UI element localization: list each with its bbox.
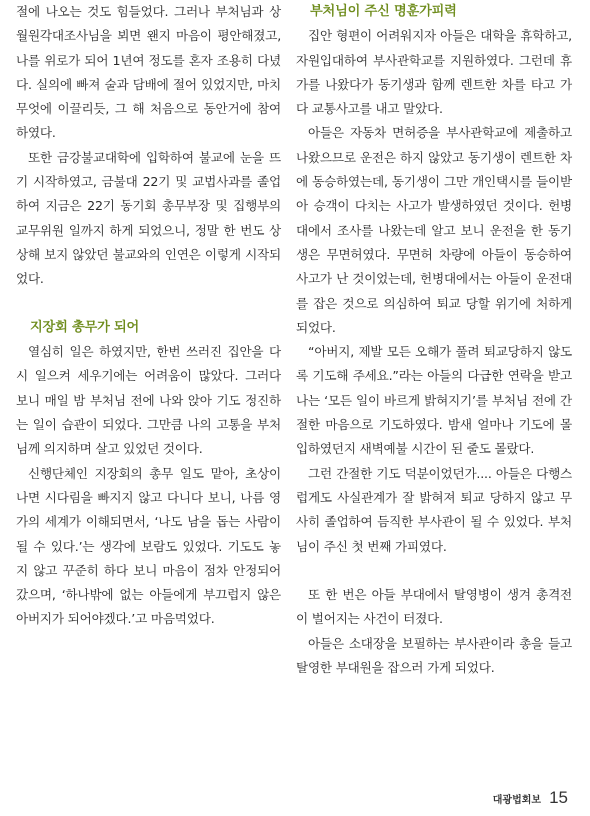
publication-name: 대광법회보: [492, 795, 542, 806]
paragraph: 아들은 소대장을 보필하는 부사관이라 총을 들고 탈영한 부대원을 잡으러 가게 되었다.: [296, 635, 572, 676]
section-gap: [16, 292, 281, 316]
paragraph: 또 한 번은 아들 부대에서 탈영병이 생겨 총격전이 벌어지는 사건이 터졌다.: [296, 587, 572, 627]
paragraph: 집안 형편이 어려워지자 아들은 대학을 휴학하고, 자원입대하여 부사관학교를 지원하였다. 그런데 휴가를 나왔다가 동기생과 함께 렌트한 차를 타고 가다 교통사고를 내고 말았다.: [296, 28, 572, 117]
section-gap: [296, 559, 572, 583]
paragraph: “아버지, 제발 모든 오해가 풀려 퇴교당하지 않도록 기도해 주세요.”라는 아들의 다급한 연락을 받고 나는 ‘모든 일이 바르게 밝혀지기’를 부처님 전에 간절한 마음으로 기도하였다. 밤새 얼마나 기도에 몰입하였던지 새벽예불 시간이 된 줄도 몰랐다.: [296, 344, 572, 457]
paragraph: 그런 간절한 기도 덕분이었던가.... 아들은 다행스럽게도 사실관계가 잘 밝혀져 퇴교 당하지 않고 무사히 졸업하여 듬직한 부사관이 될 수 있었다. 부처님이 주신 첫 번째 가피였다.: [296, 465, 572, 554]
paragraph: 신행단체인 지장회의 총무 일도 맡아, 초상이 나면 시다림을 빠지지 않고 다니다 보니, 나름 영가의 세계가 이해되면서, ‘나도 남을 돕는 사람이 될 수 있다.’는 생각에 보람도 있었다. 기도도 놓지 않고 꾸준히 하다 보니 마음이 점차 안정되어 갔으며, ‘하나밖에 없는 아들에게 부끄럽지 않은 아버지가 되어야겠다.’고 마음먹었다.: [16, 465, 281, 627]
paragraph: 아들은 자동차 면허증을 부사관학교에 제출하고 나왔으므로 운전은 하지 않았고 동기생이 렌트한 차에 동승하였는데, 동기생이 그만 개인택시를 들이받아 승객이 다치는 사고가 발생하였던 것이다. 헌병대에서 조사를 나왔는데 알고 보니 운전을 한 동기생은 무면허였다. 무면허 차량에 아들이 동승하여 사고가 난 것이었는데, 헌병대에서는 아들이 운전대를 잡은 것으로 의심하여 퇴교 당할 위기에 처하게 되었다.: [296, 125, 572, 335]
paragraph: 열심히 일은 하였지만, 한번 쓰러진 집안을 다시 일으켜 세우기에는 어려움이 많았다. 그러다 보니 매일 밤 부처님 전에 나와 앉아 기도 정진하는 일이 습관이 되었다. 그만큼 나의 고통을 부처님께 의지하며 살고 있었던 것이다.: [16, 344, 281, 457]
paragraph: 절에 나오는 것도 힘들었다. 그러나 부처님과 상월원각대조사님을 뵈면 왠지 마음이 평안해졌고, 나를 위로가 되어 1년여 정도를 혼자 조용히 다녔다. 실의에 빠져 술과 담배에 절어 있었지만, 마치 무엇에 이끌리듯, 그 해 처음으로 동안거에 참여하였다.: [16, 4, 281, 141]
page-footer: [493, 788, 568, 808]
left-column: [16, 0, 281, 632]
right-column: [296, 0, 572, 680]
section-heading-gapiryeok: 부처님이 주신 명훈가피력: [310, 4, 457, 19]
paragraph: 또한 금강불교대학에 입학하여 불교에 눈을 뜨기 시작하였고, 금불대 22기 및 교법사과를 졸업하여 지금은 22기 동기회 총무부장 및 집행부의 교무위원 일까지 하게 되었으니, 정말 한 번도 상상해 보지 않았던 불교와의 인연은 이렇게 시작되었다.: [16, 149, 281, 287]
page-number: 15: [549, 788, 568, 807]
section-heading-jijanghoe: 지장회 총무가 되어: [30, 319, 140, 335]
